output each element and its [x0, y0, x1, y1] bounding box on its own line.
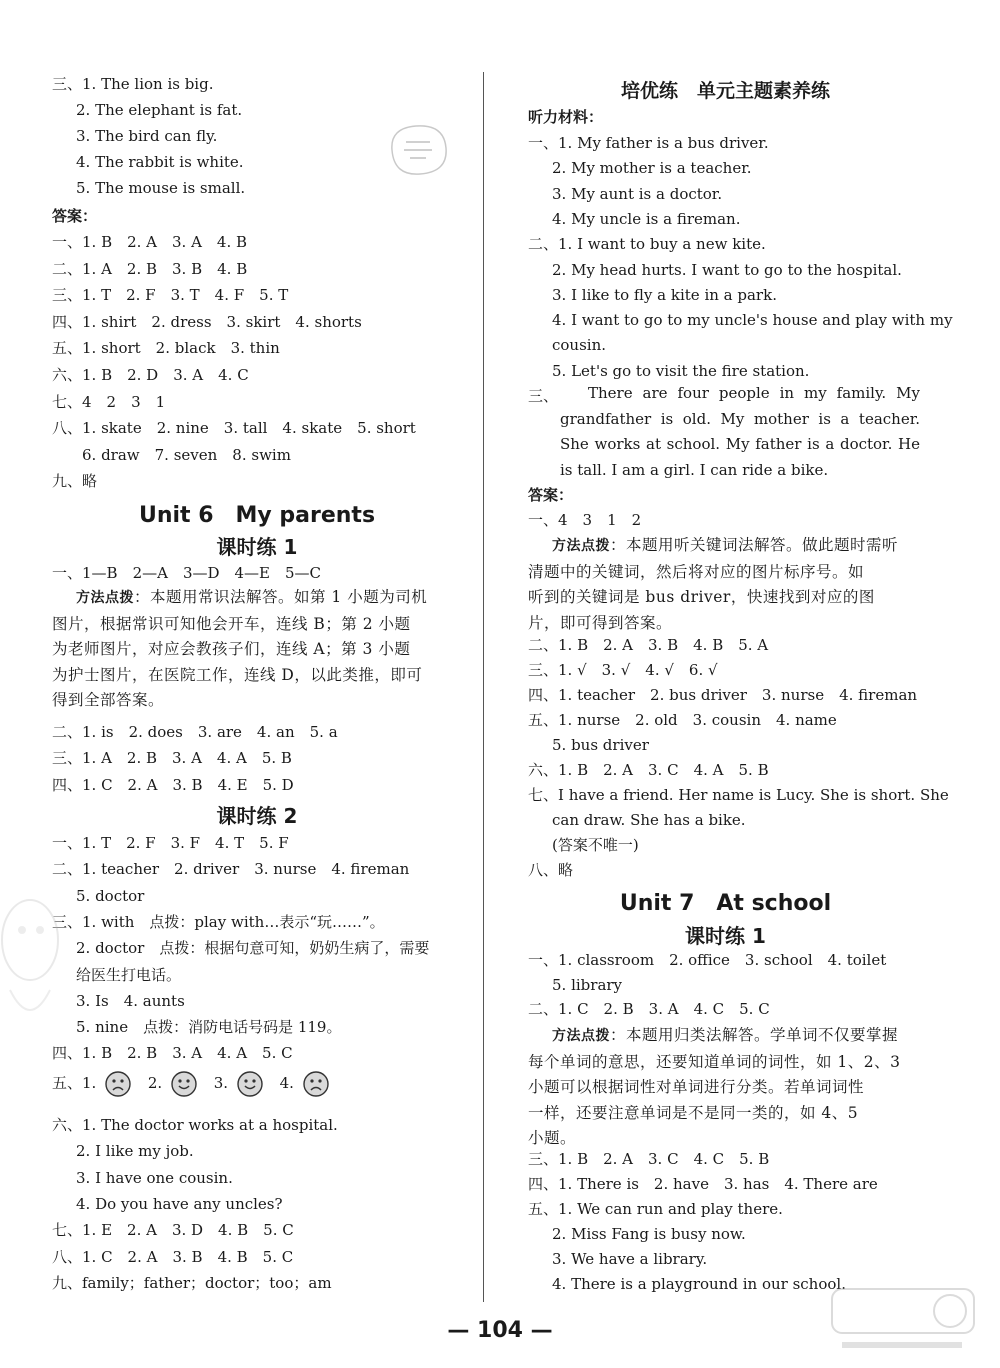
- text-line: 给医生打电话。: [76, 965, 182, 984]
- tip-line: ：本题用常识法解答。如第 1 小题为司机: [134, 588, 428, 606]
- text-line: 3. My aunt is a doctor.: [552, 184, 723, 203]
- text-line: 八、略: [528, 861, 574, 879]
- text-line: 三、1. The lion is big.: [52, 75, 214, 93]
- listening-material-label: 听力材料：: [528, 108, 604, 126]
- text-line: cousin.: [552, 336, 607, 355]
- tip-line: 听到的关键词是 bus driver，快速找到对应的图: [528, 588, 875, 606]
- answer-row: 六、1. B 2. D 3. A 4. C: [52, 366, 249, 384]
- tip-label: 方法点拨: [76, 590, 134, 606]
- tip-line: 为老师图片，对应会教孩子们，连线 A；第 3 小题: [52, 640, 411, 658]
- tip-label: 方法点拨: [552, 538, 610, 554]
- text-line: 三、1. √ 3. √ 4. √ 6. √: [528, 661, 718, 679]
- answer-row: 三、1. T 2. F 3. T 4. F 5. T: [52, 286, 289, 305]
- answer-row: 6. draw 7. seven 8. swim: [52, 445, 291, 464]
- lesson-1-title: 课时练 1: [685, 924, 766, 948]
- method-tip-1: [52, 585, 466, 714]
- q5-label: 3.: [213, 1074, 229, 1092]
- q5-faces-row: [52, 1068, 341, 1098]
- text-line: 四、1. There is 2. have 3. has 4. There are: [528, 1175, 878, 1193]
- answer-row: 五、1. short 2. black 3. thin: [52, 339, 280, 358]
- text-line: 5. doctor: [76, 886, 145, 905]
- text-line: 四、1. B 2. B 3. A 4. A 5. C: [52, 1044, 293, 1063]
- text-line: 4. My uncle is a fireman.: [552, 209, 741, 228]
- text-line: 5. library: [552, 975, 623, 994]
- unit-6-title: Unit 6 My parents: [138, 503, 376, 528]
- tip-line: 得到全部答案。: [52, 691, 165, 709]
- text-line: 4. There is a playground in our school.: [552, 1275, 846, 1293]
- text-line: 3. The bird can fly.: [76, 127, 218, 145]
- answer-row: 八、1. skate 2. nine 3. tall 4. skate 5. short: [52, 419, 416, 438]
- method-tip-3: [528, 1023, 927, 1152]
- text-line: 3. I like to fly a kite in a park.: [552, 285, 777, 304]
- sad-face-icon: [105, 1071, 131, 1097]
- answer-row: 一、1. B 2. A 3. A 4. B: [52, 233, 248, 251]
- lesson1-q1: 一、1—B 2—A 3—D 4—E 5—C: [52, 564, 322, 582]
- answer-row: 九、略: [52, 472, 98, 491]
- answer-row: 四、1. shirt 2. dress 3. skirt 4. shorts: [52, 312, 362, 331]
- text-line: 二、1. teacher 2. driver 3. nurse 4. fireman: [52, 860, 410, 879]
- stamp-graphic: [386, 120, 450, 178]
- tip-line: 图片，根据常识可知他会开车，连线 B；第 2 小题: [52, 614, 411, 633]
- text-line: 六、1. The doctor works at a hospital.: [52, 1116, 338, 1134]
- q3-passage: There are four people in my family. My grandfather is old. My mother is a teacher. She works at school. My father is a doctor. He is tall. I am a girl. I can ride a bike.: [560, 384, 920, 479]
- text-line: 五、1. We can run and play there.: [528, 1200, 783, 1218]
- lesson-2-title: 课时练 2: [216, 804, 298, 828]
- text-line: 二、1. B 2. A 3. B 4. B 5. A: [528, 636, 769, 654]
- text-line: 2. I like my job.: [76, 1142, 194, 1161]
- column-divider: [483, 72, 484, 1302]
- tip-line: 片，即可得到答案。: [528, 613, 673, 632]
- q5-label: 五、1.: [52, 1074, 97, 1092]
- lesson1-answer-row: 四、1. C 2. A 3. B 4. E 5. D: [52, 776, 294, 794]
- text-line: 二、1. C 2. B 3. A 4. C 5. C: [528, 1000, 770, 1019]
- text-line: 八、1. C 2. A 3. B 4. B 5. C: [52, 1247, 294, 1266]
- section-title: 培优练 单元主题素养练: [620, 80, 830, 102]
- lesson-1-title: 课时练 1: [216, 535, 298, 559]
- tip-line: ：本题用听关键词法解答。做此题时需听: [610, 536, 899, 554]
- text-line: 5. bus driver: [552, 736, 649, 754]
- text-line: 4. The rabbit is white.: [76, 153, 244, 171]
- text-line: can draw. She has a bike.: [552, 811, 746, 829]
- tip-line: 为护士图片，在医院工作，连线 D，以此类推，即可: [52, 665, 423, 684]
- text-line: 三、1. with 点拨：play with…表示“玩……”。: [52, 912, 385, 931]
- answer-row: 七、4 2 3 1: [52, 392, 166, 411]
- mascot-graphic: [0, 880, 60, 1040]
- q3-label: 三、: [528, 387, 559, 405]
- text-line: 2. The elephant is fat.: [76, 101, 243, 119]
- text-line: 二、1. I want to buy a new kite.: [528, 235, 766, 254]
- text-line: 一、1. classroom 2. office 3. school 4. toilet: [528, 951, 887, 969]
- lesson1-answer-row: 三、1. A 2. B 3. A 4. A 5. B: [52, 749, 292, 767]
- text-line: 九、family；father；doctor；too；am: [52, 1273, 332, 1292]
- text-line: 五、1. nurse 2. old 3. cousin 4. name: [528, 711, 837, 729]
- text-line: 七、I have a friend. Her name is Lucy. She is short. She: [528, 786, 949, 804]
- tip-line: 小题可以根据词性对单词进行分类。若单词词性: [528, 1078, 865, 1096]
- answer-row: 二、1. A 2. B 3. B 4. B: [52, 259, 248, 278]
- sad-face-icon: [303, 1071, 329, 1097]
- happy-face-icon: [171, 1071, 197, 1097]
- text-line: 3. Is 4. aunts: [76, 991, 185, 1010]
- tip-label: 方法点拨: [552, 1028, 610, 1044]
- text-line: 一、1. My father is a bus driver.: [528, 134, 769, 152]
- unit-7-title: Unit 7 At school: [619, 891, 832, 916]
- text-line: 5. Let's go to visit the fire station.: [552, 361, 810, 380]
- text-line: 2. My head hurts. I want to go to the hospital.: [552, 260, 902, 279]
- text-line: 5. nine 点拨：消防电话号码是 119。: [76, 1018, 342, 1037]
- text-line: 六、1. B 2. A 3. C 4. A 5. B: [528, 761, 769, 779]
- answers-label: 答案：: [52, 207, 98, 225]
- text-line: 2. doctor 点拨：根据句意可知，奶奶生病了，需要: [76, 939, 430, 958]
- tip-line: 一样，还要注意单词是不是同一类的，如 4、5: [528, 1103, 859, 1122]
- text-line: 3. I have one cousin.: [76, 1168, 233, 1187]
- text-line: 四、1. teacher 2. bus driver 3. nurse 4. fireman: [528, 686, 918, 704]
- text-line: 4. I want to go to my uncle's house and play with my: [552, 311, 953, 330]
- lesson1-answer-row: 二、1. is 2. does 3. are 4. an 5. a: [52, 723, 338, 741]
- text-line: 2. My mother is a teacher.: [552, 159, 752, 178]
- tip-line: ：本题用归类法解答。学单词不仅要掌握: [610, 1026, 899, 1044]
- text-line: 4. Do you have any uncles?: [76, 1194, 283, 1213]
- answer-q1: 一、4 3 1 2: [528, 511, 642, 529]
- tip-line: 小题。: [528, 1129, 577, 1147]
- q5-label: 2.: [147, 1074, 163, 1092]
- text-line: 三、1. B 2. A 3. C 4. C 5. B: [528, 1150, 770, 1168]
- tip-line: 清题中的关键词，然后将对应的图片标序号。如: [528, 562, 865, 581]
- text-line: 一、1. T 2. F 3. F 4. T 5. F: [52, 834, 289, 852]
- happy-face-icon: [237, 1071, 263, 1097]
- text-line: 七、1. E 2. A 3. D 4. B 5. C: [52, 1221, 294, 1240]
- page-number: — 104 —: [447, 1318, 553, 1343]
- text-line: 2. Miss Fang is busy now.: [552, 1225, 746, 1243]
- text-line: (答案不唯一): [552, 836, 639, 854]
- q5-label: 4.: [279, 1074, 294, 1092]
- text-line: 5. The mouse is small.: [76, 179, 246, 197]
- method-tip-2: [528, 533, 927, 636]
- text-line: 3. We have a library.: [552, 1250, 708, 1268]
- tip-line: 每个单词的意思，还要知道单词的词性，如 1、2、3: [528, 1052, 901, 1071]
- answers-label: 答案：: [528, 486, 574, 504]
